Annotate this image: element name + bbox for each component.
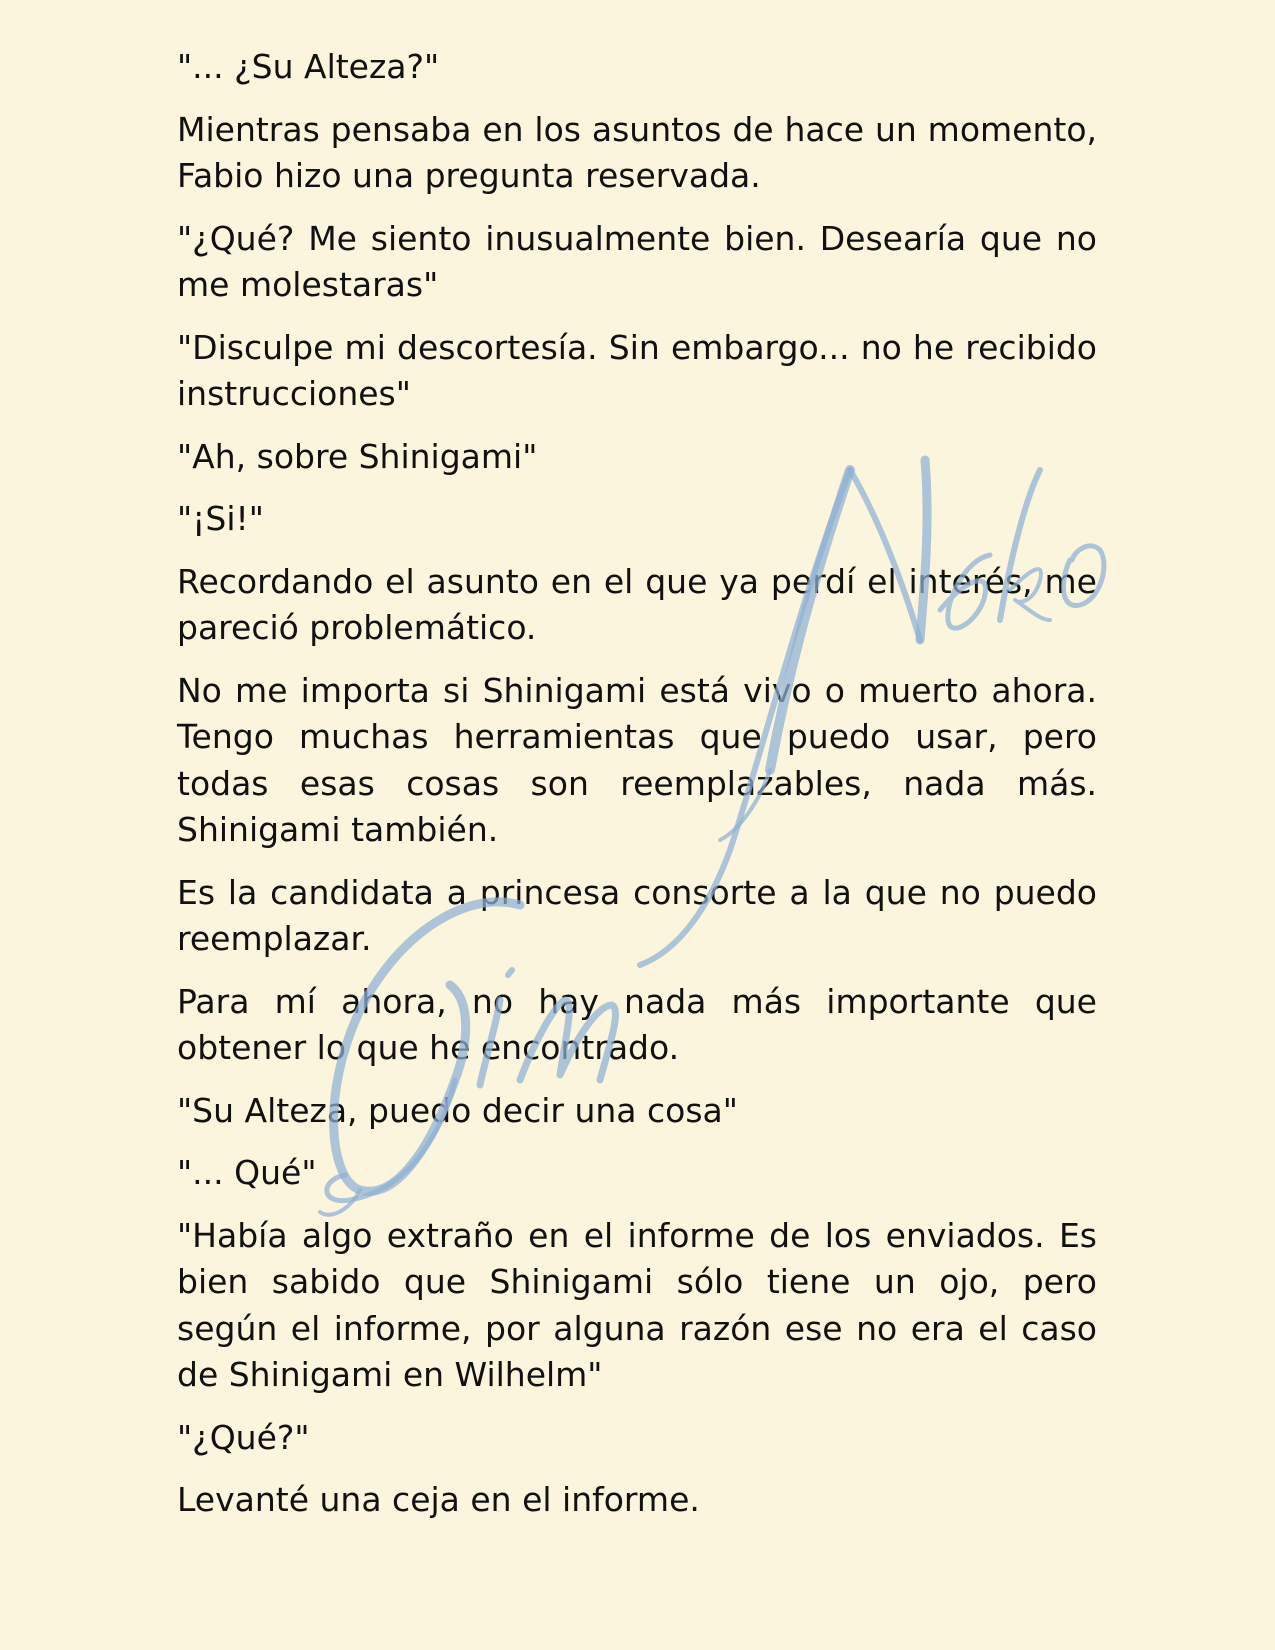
paragraph: "¿Qué?" bbox=[177, 1417, 310, 1457]
paragraph: "¿Qué? Me siento inusualmente bien. Desearía que no me molestaras" bbox=[177, 218, 1097, 304]
paragraph: Para mí ahora, no hay nada más importante que obtener lo que he encontrado. bbox=[177, 981, 1097, 1067]
paragraph: "Había algo extraño en el informe de los enviados. Es bien sabido que Shinigami sólo tiene un ojo, pero según el informe, por alguna razón ese no era el caso de Shinigami en Wilhelm" bbox=[177, 1215, 1097, 1394]
paragraph: "... ¿Su Alteza?" bbox=[177, 47, 440, 86]
paragraph: Levanté una ceja en el informe. bbox=[177, 1480, 700, 1519]
paragraph: "Ah, sobre Shinigami" bbox=[177, 436, 538, 476]
document-body bbox=[177, 44, 1097, 1540]
paragraph: "¡Si!" bbox=[177, 499, 264, 538]
paragraph: "Disculpe mi descortesía. Sin embargo... no he recibido instrucciones" bbox=[177, 327, 1097, 413]
paragraph: Recordando el asunto en el que ya perdí el interés, me pareció problemático. bbox=[177, 561, 1097, 647]
paragraph: "Su Alteza, puedo decir una cosa" bbox=[177, 1090, 738, 1130]
paragraph: Es la candidata a princesa consorte a la que no puedo reemplazar. bbox=[177, 872, 1097, 958]
paragraph: Mientras pensaba en los asuntos de hace un momento, Fabio hizo una pregunta reservada. bbox=[177, 109, 1097, 195]
paragraph: "... Qué" bbox=[177, 1153, 317, 1192]
paragraph: No me importa si Shinigami está vivo o muerto ahora. Tengo muchas herramientas que puedo usar, pero todas esas cosas son reemplazables, nada más. Shinigami también. bbox=[177, 670, 1097, 849]
